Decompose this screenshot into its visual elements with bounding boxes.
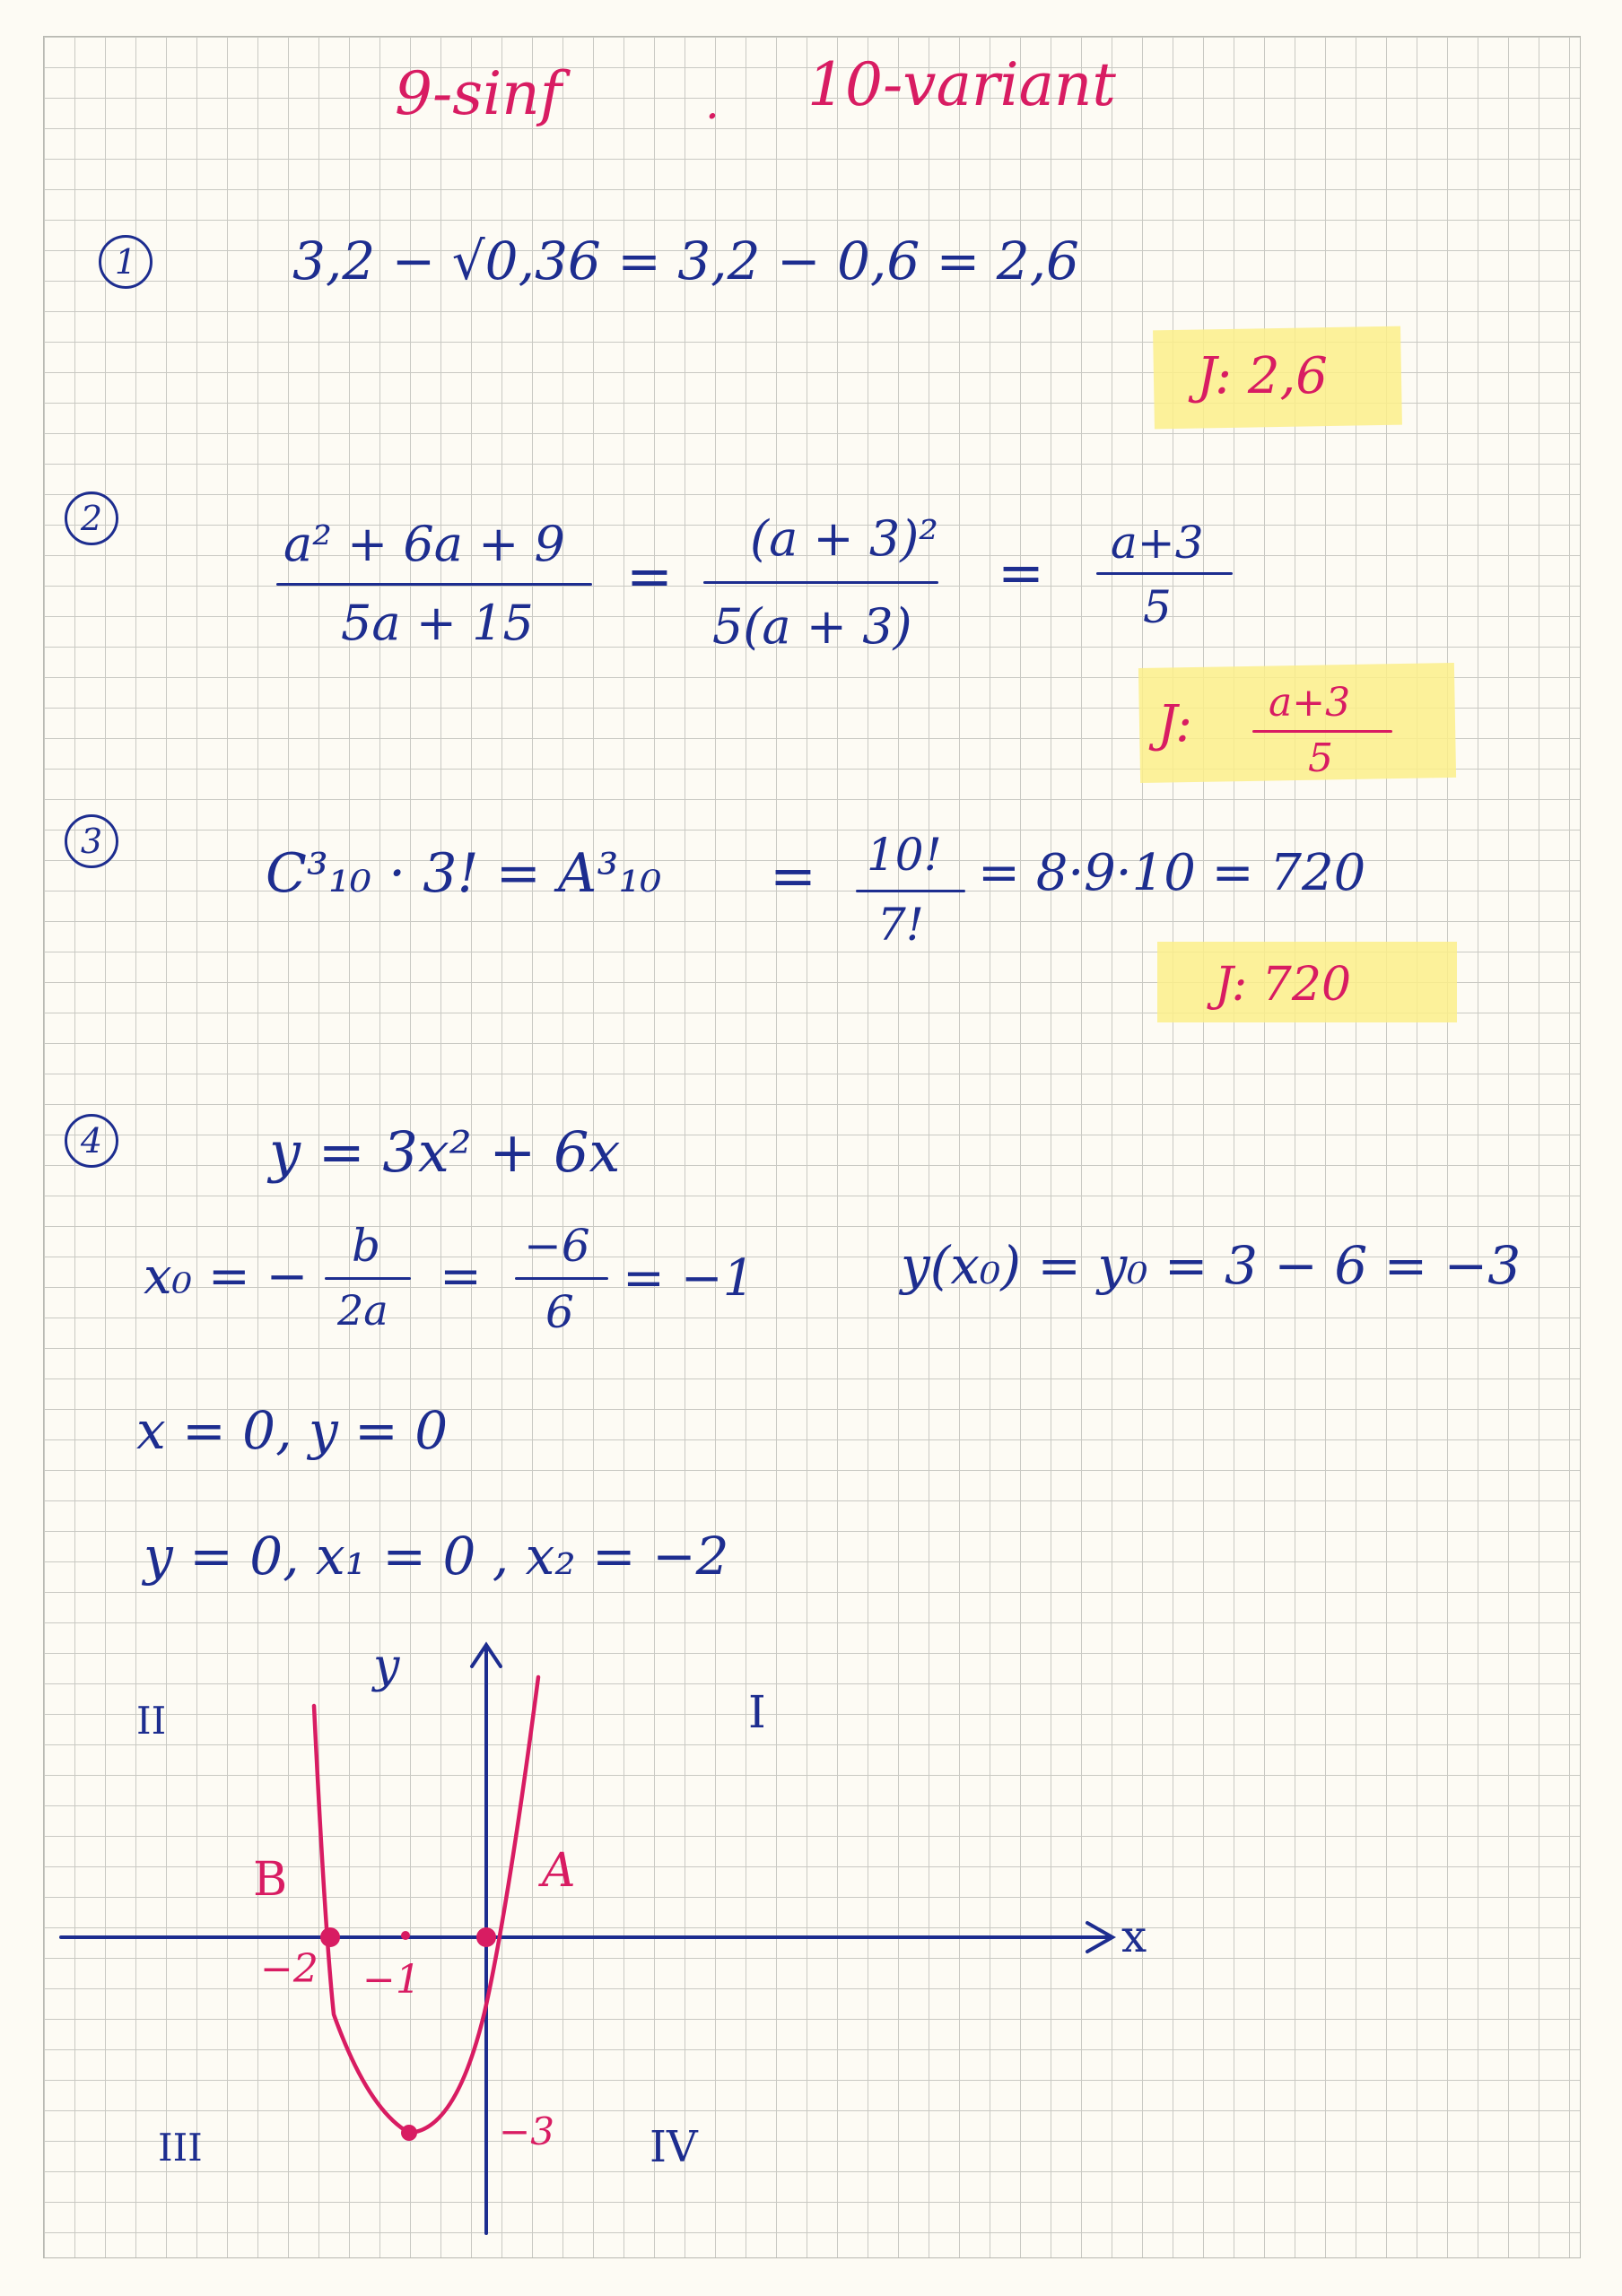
equals-sign: = [440,1248,482,1306]
variant-title: 10-variant [807,50,1116,119]
task-number-4: 4 [65,1114,118,1168]
task1-answer: J: 2,6 [1197,347,1328,405]
vertex-denominator: 6 [545,1286,574,1338]
x-axis-label: x [1121,1910,1147,1962]
vertex-marker [401,2125,417,2141]
point-b-marker [320,1927,340,1947]
parabola-curve [314,1677,538,2133]
task4-function: y = 3x² + 6x [269,1119,621,1185]
quadrant-1-label: I [748,1686,766,1738]
vertex-x-lhs: x₀ = − [144,1248,309,1306]
vertex-b: b [352,1220,381,1272]
quadrant-4-label: IV [650,2122,698,2172]
quadrant-3-label: III [158,2126,203,2170]
task-number-2: 2 [65,491,118,545]
tick-minus1-label: −1 [362,1957,421,2003]
quadrant-2-label: II [136,1699,167,1743]
tick-minus3-label: −3 [499,2109,554,2153]
task2-mid-numerator: (a + 3)² [750,510,938,567]
task2-answer-prefix: J: [1157,695,1193,753]
point-a-label: A [542,1844,576,1898]
header-separator: . [705,77,719,129]
x-axis [61,1923,1112,1952]
task3-denominator: 7! [877,899,924,951]
task2-lhs-numerator: a² + 6a + 9 [283,516,565,572]
equals-sign: = [626,544,673,609]
task2-lhs-denominator: 5a + 15 [341,595,534,651]
task-number-3: 3 [65,814,118,868]
task3-numerator: 10! [867,829,942,881]
task3-lhs: C³₁₀ · 3! = A³₁₀ [266,842,662,905]
tick-minus1-marker [401,1931,410,1940]
task1-expression: 3,2 − √0,36 = 3,2 − 0,6 = 2,6 [292,230,1079,291]
intercept-x0: x = 0, y = 0 [136,1400,449,1461]
task-number-1: 1 [99,235,153,289]
task3-result: = 8·9·10 = 720 [978,844,1366,902]
point-a-marker [476,1927,496,1947]
task2-answer-denominator: 5 [1308,735,1333,781]
vertex-numerator: −6 [524,1220,590,1272]
tick-minus2-label: −2 [260,1946,318,1992]
vertex-2a: 2a [337,1286,388,1335]
task3-answer: J: 720 [1215,958,1352,1012]
equals-sign: = [998,540,1044,605]
task2-answer-numerator: a+3 [1269,680,1351,726]
intercept-y0: y = 0, x₁ = 0 , x₂ = −2 [144,1526,729,1587]
task2-rhs-denominator: 5 [1143,581,1172,633]
vertex-y: y(x₀) = y₀ = 3 − 6 = −3 [901,1235,1522,1296]
equals-sign: = [770,843,816,909]
task2-mid-denominator: 5(a + 3) [712,598,912,655]
task2-rhs-numerator: a+3 [1111,517,1204,569]
point-b-label: B [253,1853,288,1907]
vertex-x-result: = −1 [623,1249,755,1308]
y-axis-label: y [373,1639,400,1693]
grade-title: 9-sinf [395,59,562,128]
